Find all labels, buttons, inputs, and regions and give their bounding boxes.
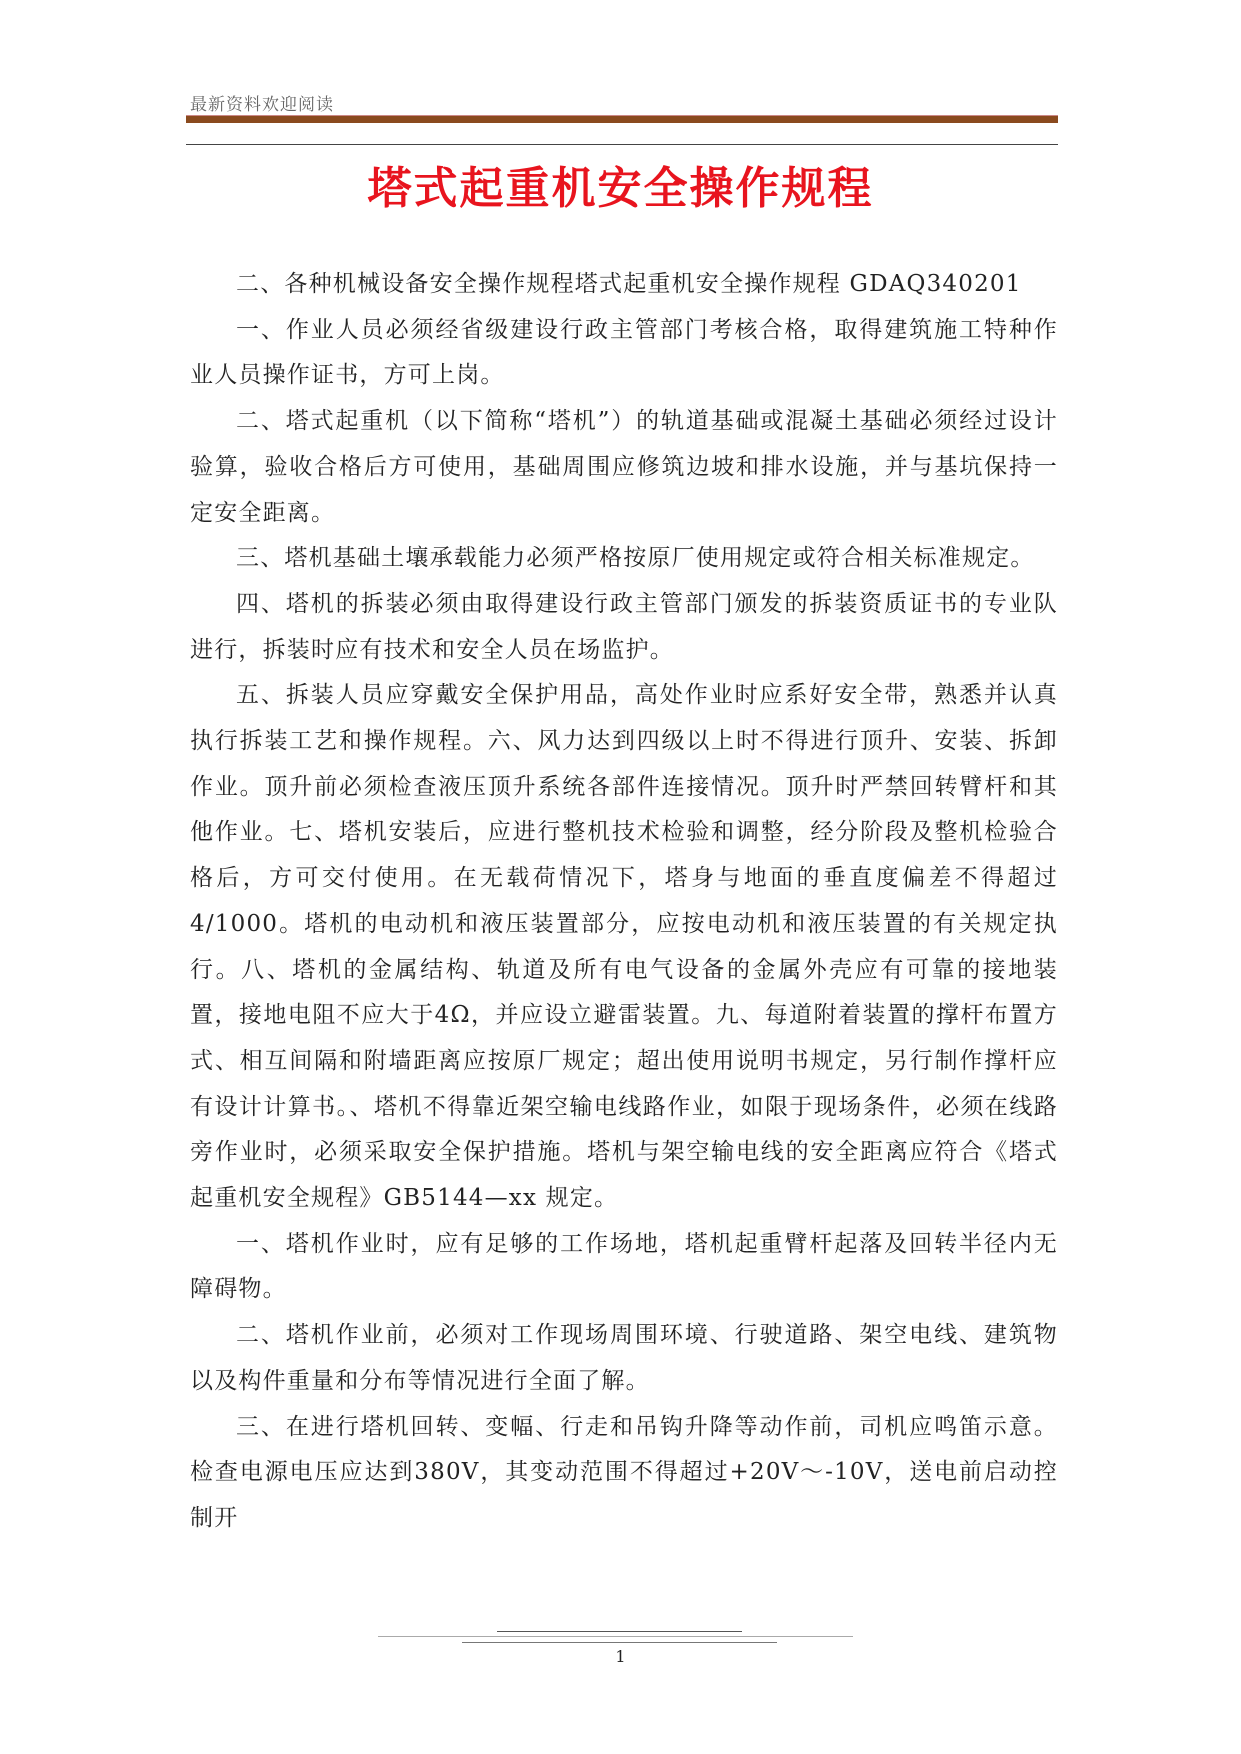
header-rule-thin [186, 144, 1058, 145]
paragraph: 二、各种机械设备安全操作规程塔式起重机安全操作规程 GDAQ340201 [236, 271, 1022, 297]
footer-rule [497, 1631, 742, 1632]
paragraph: 二、塔式起重机（以下简称“塔机”）的轨道基础或混凝土基础必须经过设计验算，验收合格后方可使用，基础周围应修筑边坡和排水设施，并与基坑保持一定安全距离。 [190, 408, 1058, 526]
header-rule-thick [186, 115, 1058, 123]
paragraph: 五、拆装人员应穿戴安全保护用品，高处作业时应系好安全带，熟悉并认真执行拆装工艺和操作规程。六、风力达到四级以上时不得进行顶升、安装、拆卸作业。顶升前必须检查液压顶升系统各部件连接情况。顶升时严禁回转臂杆和其他作业。七、塔机安装后，应进行整机技术检验和调整，经分阶段及整机检验合格后，方可交付使用。在无载荷情况下，塔身与地面的垂直度偏差不得超过4/1000。塔机的电动机和液压装置部分，应按电动机和液压装置的有关规定执行。八、塔机的金属结构、轨道及所有电气设备的金属外壳应有可靠的接地装置，接地电阻不应大于4Ω，并应设立避雷装置。九、每道附着装置的撑杆布置方式、相互间隔和附墙距离应按原厂规定；超出使用说明书规定，另行制作撑杆应有设计计算书。、塔机不得靠近架空输电线路作业，如限于现场条件，必须在线路旁作业时，必须采取安全保护措施。塔机与架空输电线的安全距离应符合《塔式起重机安全规程》GB5144—xx 规定。 [190, 682, 1058, 1212]
paragraph: 三、塔机基础土壤承载能力必须严格按原厂使用规定或符合相关标准规定。 [236, 545, 1035, 572]
document-title: 塔式起重机安全操作规程 [367, 163, 874, 214]
paragraph: 一、作业人员必须经省级建设行政主管部门考核合格，取得建筑施工特种作业人员操作证书，方可上岗。 [190, 316, 1058, 389]
footer-rule [462, 1642, 777, 1643]
paragraph: 二、塔机作业前，必须对工作现场周围环境、行驶道路、架空电线、建筑物以及构件重量和分布等情况进行全面了解。 [190, 1322, 1058, 1394]
paragraph: 三、在进行塔机回转、变幅、行走和吊钩升降等动作前，司机应鸣笛示意。检查电源电压应达到380V，其变动范围不得超过+20V～-10V，送电前启动控制开 [190, 1413, 1058, 1531]
document-body [190, 262, 1058, 1542]
paragraph: 四、塔机的拆装必须由取得建设行政主管部门颁发的拆装资质证书的专业队进行，拆装时应有技术和安全人员在场监护。 [190, 590, 1058, 663]
footer-rule [378, 1636, 853, 1637]
running-header: 最新资料欢迎阅读 [190, 95, 334, 115]
page-number: 1 [615, 1647, 626, 1666]
paragraph: 一、塔机作业时，应有足够的工作场地，塔机起重臂杆起落及回转半径内无障碍物。 [190, 1230, 1058, 1303]
